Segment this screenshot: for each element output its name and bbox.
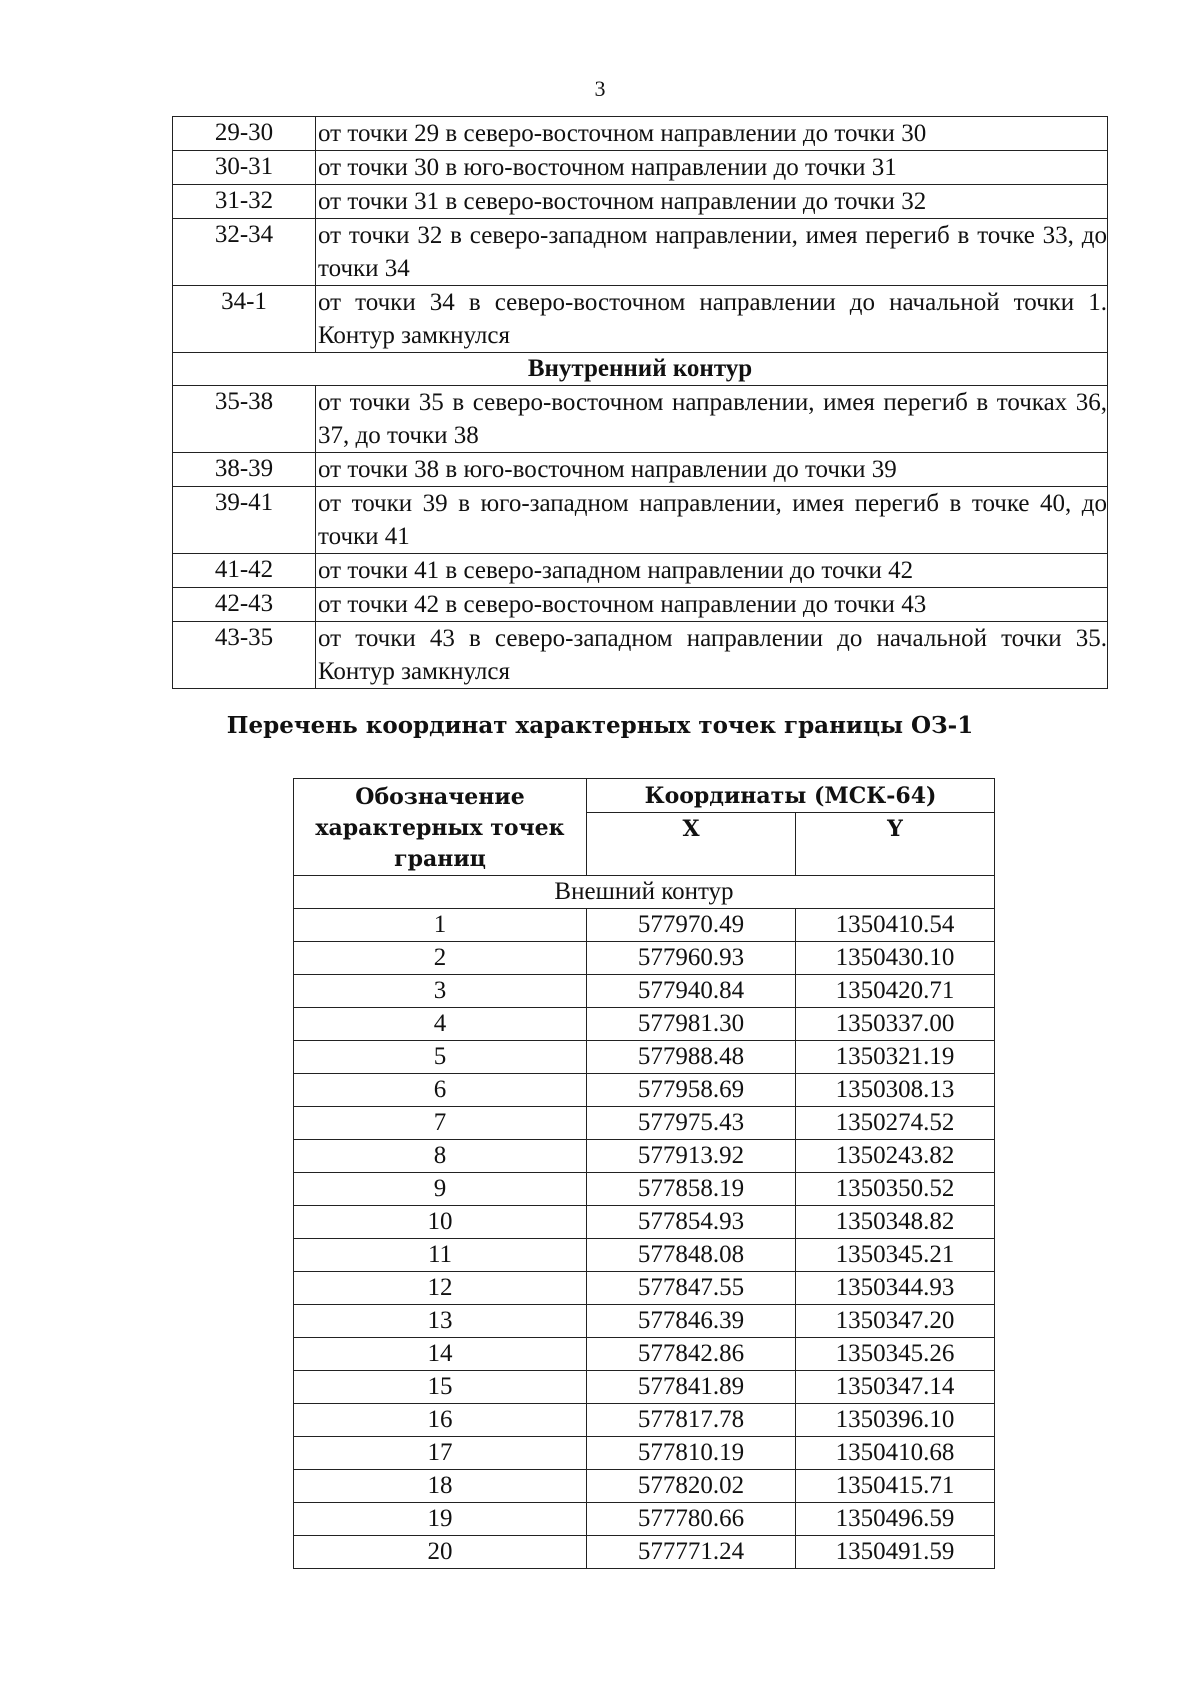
coord-y: 1350347.14 (796, 1371, 995, 1404)
coord-y: 1350345.26 (796, 1338, 995, 1371)
coord-y: 1350345.21 (796, 1239, 995, 1272)
point-number: 6 (294, 1074, 587, 1107)
route-row (173, 588, 1108, 622)
point-number: 10 (294, 1206, 587, 1239)
coord-x: 577842.86 (587, 1338, 796, 1371)
inner-contour-section-row (173, 353, 1108, 386)
coord-x: 577975.43 (587, 1107, 796, 1140)
coordinate-row (294, 1272, 995, 1305)
segment-code: 29-30 (173, 117, 316, 151)
coord-x: 577817.78 (587, 1404, 796, 1437)
coordinate-row (294, 1437, 995, 1470)
coord-x: 577820.02 (587, 1470, 796, 1503)
coordinate-row (294, 1305, 995, 1338)
coordinate-row (294, 1074, 995, 1107)
coord-y: 1350410.68 (796, 1437, 995, 1470)
coordinate-row (294, 1140, 995, 1173)
segment-code: 32-34 (173, 219, 316, 286)
coord-x: 577913.92 (587, 1140, 796, 1173)
route-table-body (173, 117, 1108, 689)
route-description-table (172, 116, 1108, 689)
coords-table-title: Перечень координат характерных точек границы ОЗ-1 (226, 712, 974, 739)
point-number: 3 (294, 975, 587, 1008)
point-number: 16 (294, 1404, 587, 1437)
coordinate-row (294, 1503, 995, 1536)
section-row (294, 876, 995, 909)
coordinate-row (294, 1536, 995, 1569)
coordinate-row (294, 1041, 995, 1074)
coord-x: 577960.93 (587, 942, 796, 975)
point-number: 2 (294, 942, 587, 975)
coord-x: 577771.24 (587, 1536, 796, 1569)
coord-x: 577810.19 (587, 1437, 796, 1470)
route-row (173, 117, 1108, 151)
coordinate-row (294, 1173, 995, 1206)
coord-y: 1350396.10 (796, 1404, 995, 1437)
segment-code: 35-38 (173, 386, 316, 453)
header-x: X (587, 813, 796, 876)
coord-y: 1350415.71 (796, 1470, 995, 1503)
segment-code: 43-35 (173, 622, 316, 689)
coord-y: 1350243.82 (796, 1140, 995, 1173)
segment-code: 31-32 (173, 185, 316, 219)
route-row (173, 151, 1108, 185)
coordinate-row (294, 909, 995, 942)
point-number: 7 (294, 1107, 587, 1140)
route-row (173, 219, 1108, 286)
coord-y: 1350308.13 (796, 1074, 995, 1107)
route-row (173, 554, 1108, 588)
coord-y: 1350347.20 (796, 1305, 995, 1338)
segment-description: от точки 42 в северо-восточном направлении до точки 43 (316, 588, 1108, 622)
coord-y: 1350496.59 (796, 1503, 995, 1536)
coord-y: 1350350.52 (796, 1173, 995, 1206)
segment-code: 34-1 (173, 286, 316, 353)
header-row (294, 779, 995, 813)
coord-x: 577940.84 (587, 975, 796, 1008)
section-outer-contour: Внешний контур (294, 876, 995, 909)
segment-description: от точки 38 в юго-восточном направлении до точки 39 (316, 453, 1108, 487)
coordinates-table (293, 778, 995, 1569)
segment-description: от точки 41 в северо-западном направлении до точки 42 (316, 554, 1108, 588)
point-number: 14 (294, 1338, 587, 1371)
segment-code: 39-41 (173, 487, 316, 554)
coordinate-row (294, 1239, 995, 1272)
segment-code: 30-31 (173, 151, 316, 185)
section-inner-contour: Внутренний контур (173, 353, 1108, 386)
segment-code: 41-42 (173, 554, 316, 588)
coord-x: 577841.89 (587, 1371, 796, 1404)
point-number: 1 (294, 909, 587, 942)
coordinate-row (294, 1371, 995, 1404)
coordinate-row (294, 1470, 995, 1503)
point-number: 4 (294, 1008, 587, 1041)
point-number: 12 (294, 1272, 587, 1305)
coordinates-table-body (294, 779, 995, 1569)
coord-y: 1350321.19 (796, 1041, 995, 1074)
point-number: 13 (294, 1305, 587, 1338)
coord-x: 577988.48 (587, 1041, 796, 1074)
point-number: 15 (294, 1371, 587, 1404)
segment-code: 42-43 (173, 588, 316, 622)
coord-x: 577958.69 (587, 1074, 796, 1107)
point-number: 9 (294, 1173, 587, 1206)
segment-description: от точки 32 в северо-западном направлении, имея перегиб в точке 33, до точки 34 (316, 219, 1108, 286)
coord-y: 1350344.93 (796, 1272, 995, 1305)
coordinate-row (294, 942, 995, 975)
route-row (173, 622, 1108, 689)
coord-y: 1350274.52 (796, 1107, 995, 1140)
coord-x: 577846.39 (587, 1305, 796, 1338)
route-row (173, 185, 1108, 219)
point-number: 5 (294, 1041, 587, 1074)
point-number: 20 (294, 1536, 587, 1569)
route-row (173, 386, 1108, 453)
coord-y: 1350348.82 (796, 1206, 995, 1239)
segment-code: 38-39 (173, 453, 316, 487)
segment-description: от точки 31 в северо-восточном направлении до точки 32 (316, 185, 1108, 219)
route-row (173, 286, 1108, 353)
coord-y: 1350337.00 (796, 1008, 995, 1041)
coord-x: 577780.66 (587, 1503, 796, 1536)
page-number: 3 (594, 76, 606, 101)
segment-description: от точки 30 в юго-восточном направлении до точки 31 (316, 151, 1108, 185)
coordinate-row (294, 975, 995, 1008)
coord-x: 577858.19 (587, 1173, 796, 1206)
coord-y: 1350430.10 (796, 942, 995, 975)
point-number: 8 (294, 1140, 587, 1173)
route-row (173, 453, 1108, 487)
header-coordinates: Координаты (МСК-64) (587, 779, 995, 813)
coordinate-row (294, 1404, 995, 1437)
header-point-designation: Обозначение характерных точек границ (294, 779, 587, 876)
coord-x: 577970.49 (587, 909, 796, 942)
coord-y: 1350420.71 (796, 975, 995, 1008)
segment-description: от точки 43 в северо-западном направлении до начальной точки 35. Контур замкнулся (316, 622, 1108, 689)
coordinate-row (294, 1008, 995, 1041)
coordinate-row (294, 1338, 995, 1371)
segment-description: от точки 35 в северо-восточном направлении, имея перегиб в точках 36, 37, до точки 38 (316, 386, 1108, 453)
header-y: Y (796, 813, 995, 876)
segment-description: от точки 34 в северо-восточном направлении до начальной точки 1. Контур замкнулся (316, 286, 1108, 353)
coordinate-row (294, 1107, 995, 1140)
coordinate-row (294, 1206, 995, 1239)
coord-y: 1350410.54 (796, 909, 995, 942)
point-number: 18 (294, 1470, 587, 1503)
coord-x: 577847.55 (587, 1272, 796, 1305)
coord-x: 577981.30 (587, 1008, 796, 1041)
segment-description: от точки 29 в северо-восточном направлении до точки 30 (316, 117, 1108, 151)
point-number: 11 (294, 1239, 587, 1272)
coord-x: 577848.08 (587, 1239, 796, 1272)
point-number: 19 (294, 1503, 587, 1536)
coord-x: 577854.93 (587, 1206, 796, 1239)
coord-y: 1350491.59 (796, 1536, 995, 1569)
segment-description: от точки 39 в юго-западном направлении, имея перегиб в точке 40, до точки 41 (316, 487, 1108, 554)
point-number: 17 (294, 1437, 587, 1470)
route-row (173, 487, 1108, 554)
